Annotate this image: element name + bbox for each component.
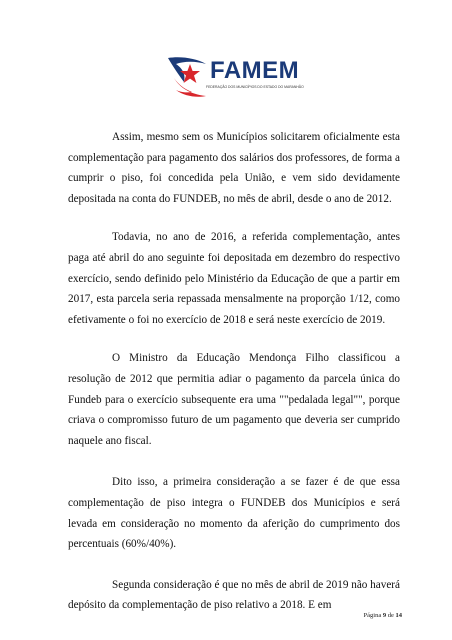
famem-logo (166, 52, 312, 104)
paragraph-5: Segunda consideração é que no mês de abril de 2019 não haverá depósito da complementação de piso relativo a 2018. E em (68, 578, 400, 612)
paragraph-2: Todavia, no ano de 2016, a referida complementação, antes paga até abril do ano seguinte foi depositada em dezembro do respectivo exercício, sendo definido pelo Ministério da Educação de que a partir em 2017, esta parcela seria repassada mensalmente na proporção 1/12, como efetivamente o foi no exercício de 2018 e será neste exercício de 2019. (68, 231, 400, 326)
paragraph-1: Assim, mesmo sem os Municípios solicitarem oficialmente esta complementação para pagamento dos salários dos professores, de forma a cumprir o piso, foi concedida pela União, e vem sido devidamente depositada na conta do FUNDEB, no mês de abril, desde o ano de 2012. (68, 131, 400, 205)
paragraph-3: O Ministro da Educação Mendonça Filho classificou a resolução de 2012 que permitia adiar o pagamento da parcela única do Fundeb para o exercício subsequente era uma ""pedalada legal"", porque criava o compromisso futuro de um pagamento que deveria ser cumprido naquele ano fiscal. (68, 352, 400, 447)
paragraph-4: Dito isso, a primeira consideração a se fazer é de que essa complementação de piso integra o FUNDEB dos Municípios e será levada em consideração no momento da aferição do cumprimento dos percentuais (60%/40%). (68, 476, 400, 551)
page-total: 14 (395, 612, 402, 619)
famem-emblem-icon (166, 52, 212, 104)
logo-subtitle: FEDERAÇÃO DOS MUNICÍPIOS DO ESTADO DO MARANHÃO (206, 85, 304, 89)
logo-wordmark: FAMEM (210, 57, 300, 84)
page-of: de (387, 612, 394, 619)
page-word: Página (363, 612, 382, 619)
document-body (68, 127, 400, 616)
page-current: 9 (382, 612, 387, 619)
page-number (364, 612, 402, 619)
